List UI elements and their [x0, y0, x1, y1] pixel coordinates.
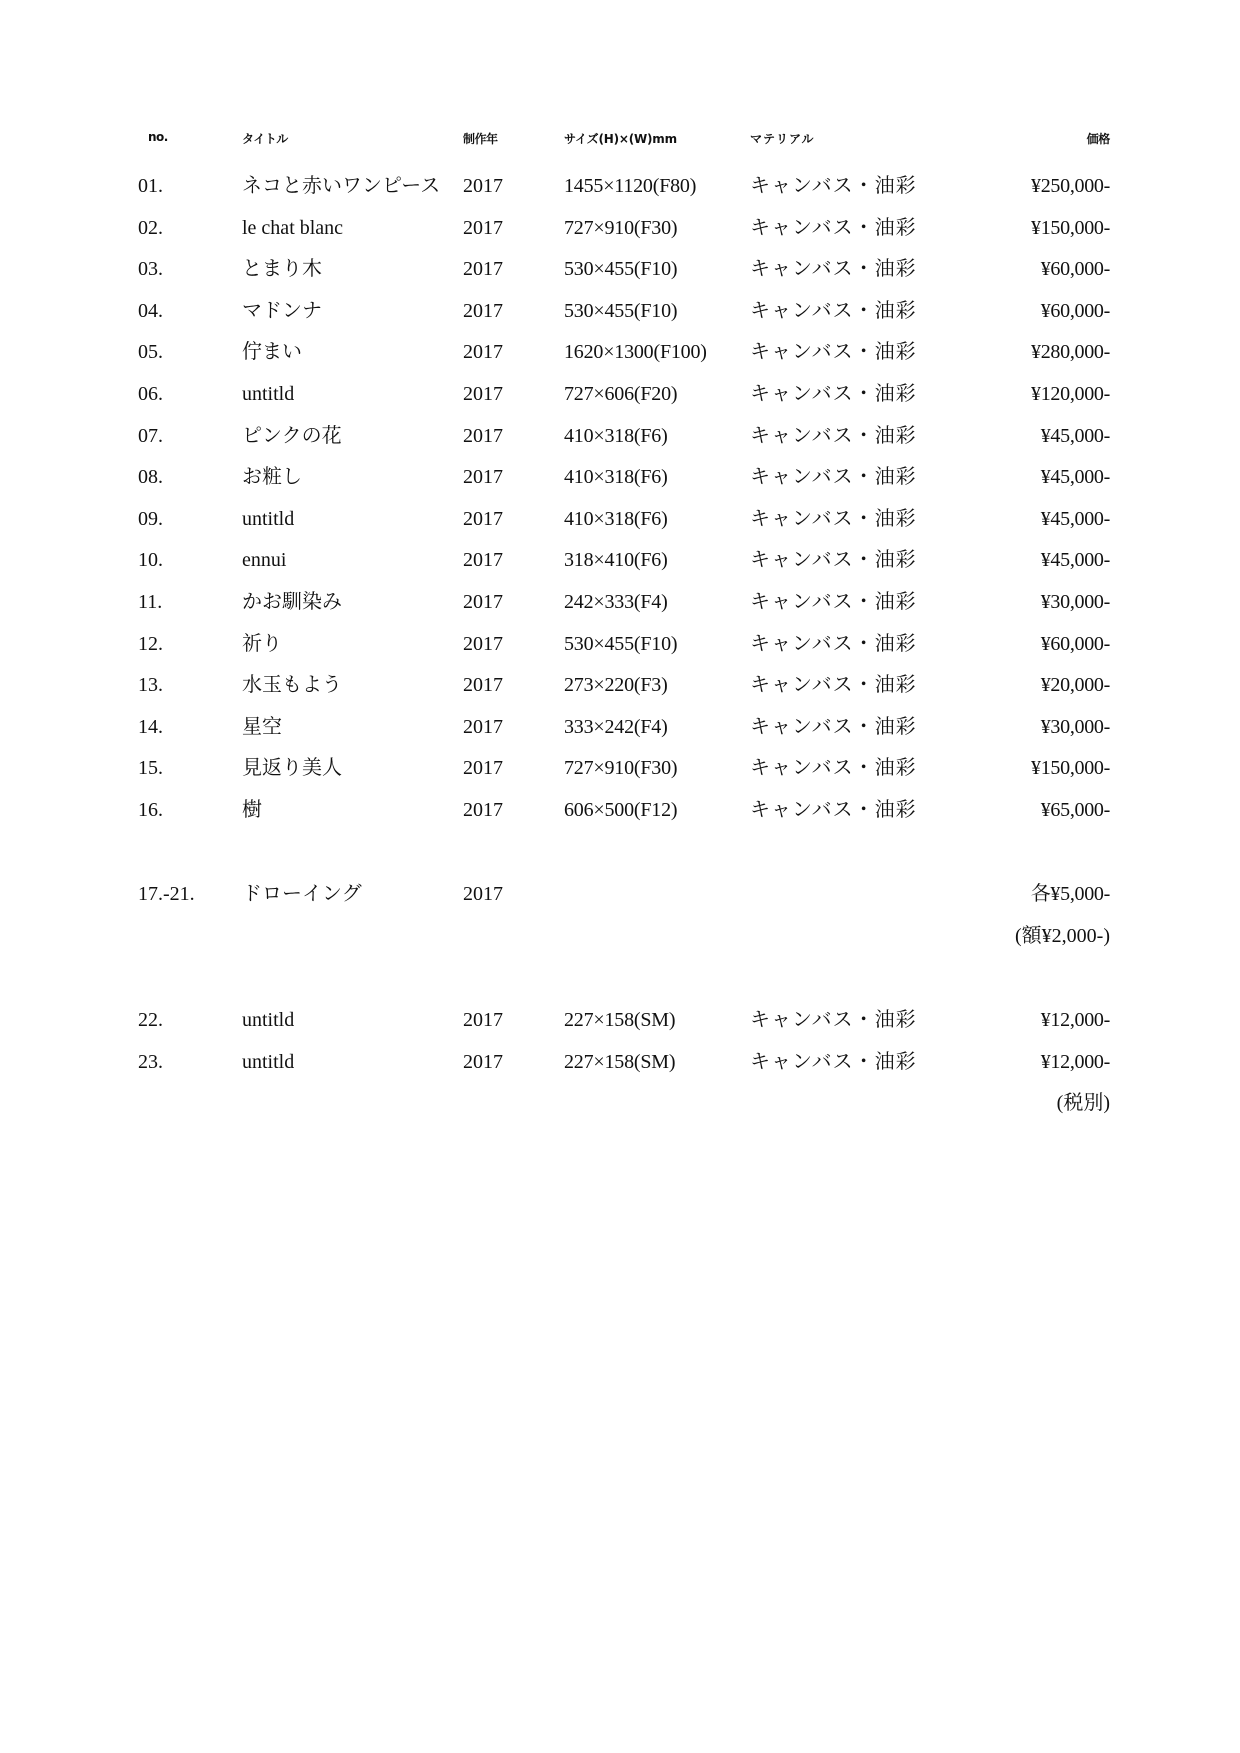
- row-price: ¥60,000-: [1040, 258, 1110, 281]
- row-size: 273×220(F3): [564, 674, 668, 697]
- row-size: 727×910(F30): [564, 216, 678, 239]
- table-row: [0, 1005, 1240, 1035]
- table-row: [0, 629, 1240, 659]
- table-header: [0, 128, 1240, 148]
- row-year: 2017: [463, 632, 503, 655]
- row-year: 2017: [463, 1009, 503, 1031]
- table-row: [0, 462, 1240, 492]
- row-no: 05.: [138, 341, 163, 364]
- header-title: タイトル: [242, 132, 288, 146]
- row-price: ¥30,000-: [1040, 715, 1110, 738]
- row-material: キャンバス・油彩: [750, 1009, 917, 1031]
- row-year: 2017: [463, 258, 503, 281]
- row-size: 227×158(SM): [564, 1009, 676, 1031]
- row-year: 2017: [463, 591, 503, 613]
- row-price: ¥12,000-: [1040, 1009, 1110, 1031]
- table-row: [0, 421, 1240, 451]
- row-year: 2017: [463, 507, 503, 530]
- row-no: 07.: [138, 424, 163, 447]
- tax-note: (税別): [1056, 1092, 1110, 1114]
- row-price: ¥60,000-: [1040, 299, 1110, 322]
- row-year: 2017: [463, 299, 503, 322]
- row-material: キャンバス・油彩: [750, 757, 917, 780]
- row-material: キャンバス・油彩: [750, 341, 917, 364]
- row-size: 530×455(F10): [564, 632, 678, 655]
- row-year: 2017: [463, 549, 503, 572]
- row-price: ¥20,000-: [1040, 674, 1110, 697]
- row-title: 見返り美人: [242, 757, 342, 780]
- header-price: 価格: [1086, 132, 1110, 146]
- table-row: [0, 545, 1240, 575]
- row-title: untitld: [242, 1050, 295, 1073]
- header-material: マテリアル: [750, 132, 815, 146]
- row-size: 727×606(F20): [564, 383, 678, 405]
- row-price: ¥150,000-: [1031, 216, 1110, 239]
- header-year: 制作年: [463, 132, 498, 146]
- table-row: [0, 753, 1240, 783]
- row-price: ¥45,000-: [1040, 466, 1110, 489]
- row-price: ¥45,000-: [1040, 424, 1110, 447]
- row-no: 08.: [138, 466, 163, 489]
- row-size: 333×242(F4): [564, 715, 668, 738]
- row-title: untitld: [242, 383, 295, 405]
- row-no: 12.: [138, 632, 163, 655]
- row-title: untitld: [242, 1009, 295, 1031]
- row-size: 1455×1120(F80): [564, 175, 697, 197]
- row-price: ¥12,000-: [1040, 1050, 1110, 1073]
- row-size: 227×158(SM): [564, 1050, 676, 1073]
- row-year: 2017: [463, 175, 503, 197]
- row-title: le chat blanc: [242, 216, 344, 239]
- row-price: ¥65,000-: [1040, 799, 1110, 821]
- row-title: ennui: [242, 549, 287, 572]
- row-no: 22.: [138, 1009, 163, 1031]
- row-no: 04.: [138, 299, 163, 322]
- row-material: キャンバス・油彩: [750, 799, 917, 821]
- row-year: 2017: [463, 341, 503, 364]
- row-year: 2017: [463, 757, 503, 780]
- row-year: 2017: [463, 424, 503, 447]
- row-size: 1620×1300(F100): [564, 341, 707, 364]
- drawing-row: [0, 879, 1240, 909]
- row-material: キャンバス・油彩: [750, 216, 917, 239]
- row-material: キャンバス・油彩: [750, 299, 917, 322]
- row-price: 各¥5,000-: [1030, 883, 1110, 905]
- row-no: 14.: [138, 715, 163, 738]
- table-row: [0, 171, 1240, 201]
- row-material: キャンバス・油彩: [750, 383, 917, 405]
- row-material: キャンバス・油彩: [750, 175, 917, 197]
- row-year: 2017: [463, 799, 503, 821]
- row-material: キャンバス・油彩: [750, 674, 917, 697]
- table-row: [0, 1047, 1240, 1077]
- row-title: ピンクの花: [242, 424, 342, 447]
- row-price: ¥250,000-: [1031, 175, 1110, 197]
- table-row: [0, 213, 1240, 243]
- row-price: ¥30,000-: [1040, 591, 1110, 613]
- row-no: 10.: [138, 549, 163, 572]
- row-size: 530×455(F10): [564, 258, 678, 281]
- row-material: キャンバス・油彩: [750, 424, 917, 447]
- row-title: マドンナ: [242, 299, 322, 322]
- row-material: キャンバス・油彩: [750, 466, 917, 489]
- row-price: ¥120,000-: [1031, 383, 1110, 405]
- row-no: 03.: [138, 258, 163, 281]
- row-size: 410×318(F6): [564, 507, 668, 530]
- row-year: 2017: [463, 674, 503, 697]
- header-size: サイズ(H)×(W)mm: [564, 132, 677, 146]
- row-title: 樹: [242, 799, 262, 821]
- row-year: 2017: [463, 715, 503, 738]
- row-price: ¥150,000-: [1031, 757, 1110, 780]
- table-row: [0, 254, 1240, 284]
- row-no: 13.: [138, 674, 163, 697]
- table-row: [0, 337, 1240, 367]
- row-year: 2017: [463, 1050, 503, 1073]
- row-size: 410×318(F6): [564, 466, 668, 489]
- row-title: 祈り: [242, 632, 282, 655]
- row-material: キャンバス・油彩: [750, 258, 917, 281]
- header-no: no.: [148, 130, 168, 144]
- row-title: ネコと赤いワンピース: [242, 175, 441, 197]
- table-row: [0, 379, 1240, 409]
- row-size: 410×318(F6): [564, 424, 668, 447]
- row-price: ¥60,000-: [1040, 632, 1110, 655]
- row-no: 06.: [138, 383, 163, 405]
- row-material: キャンバス・油彩: [750, 549, 917, 572]
- row-size: 727×910(F30): [564, 757, 678, 780]
- row-title: 佇まい: [242, 341, 302, 364]
- row-year: 2017: [463, 216, 503, 239]
- row-year: 2017: [463, 883, 503, 905]
- row-material: キャンバス・油彩: [750, 632, 917, 655]
- row-title: 星空: [242, 715, 282, 738]
- row-title: かお馴染み: [242, 591, 342, 613]
- row-no: 17.-21.: [138, 883, 195, 905]
- row-title: untitld: [242, 507, 295, 530]
- row-no: 11.: [138, 591, 163, 613]
- row-size: 242×333(F4): [564, 591, 668, 613]
- row-material: キャンバス・油彩: [750, 715, 917, 738]
- row-year: 2017: [463, 383, 503, 405]
- row-title: 水玉もよう: [242, 674, 342, 697]
- row-no: 01.: [138, 175, 163, 197]
- row-material: キャンバス・油彩: [750, 1050, 917, 1073]
- row-no: 23.: [138, 1050, 163, 1073]
- table-row: [0, 670, 1240, 700]
- row-price: ¥45,000-: [1040, 507, 1110, 530]
- row-no: 16.: [138, 799, 163, 821]
- row-title: ドローイング: [242, 883, 362, 905]
- table-row: [0, 712, 1240, 742]
- table-row: [0, 795, 1240, 825]
- row-size: 318×410(F6): [564, 549, 668, 572]
- frame-price-note: (額¥2,000-): [1015, 925, 1110, 947]
- table-row: [0, 587, 1240, 617]
- row-size: 530×455(F10): [564, 299, 678, 322]
- row-year: 2017: [463, 466, 503, 489]
- row-price: ¥45,000-: [1040, 549, 1110, 572]
- table-row: [0, 504, 1240, 534]
- row-no: 15.: [138, 757, 163, 780]
- row-no: 02.: [138, 216, 163, 239]
- table-row: [0, 296, 1240, 326]
- row-no: 09.: [138, 507, 163, 530]
- row-title: お粧し: [242, 466, 302, 489]
- row-title: とまり木: [242, 258, 322, 281]
- row-price: ¥280,000-: [1031, 341, 1110, 364]
- row-material: キャンバス・油彩: [750, 591, 917, 613]
- row-material: キャンバス・油彩: [750, 507, 917, 530]
- row-size: 606×500(F12): [564, 799, 678, 821]
